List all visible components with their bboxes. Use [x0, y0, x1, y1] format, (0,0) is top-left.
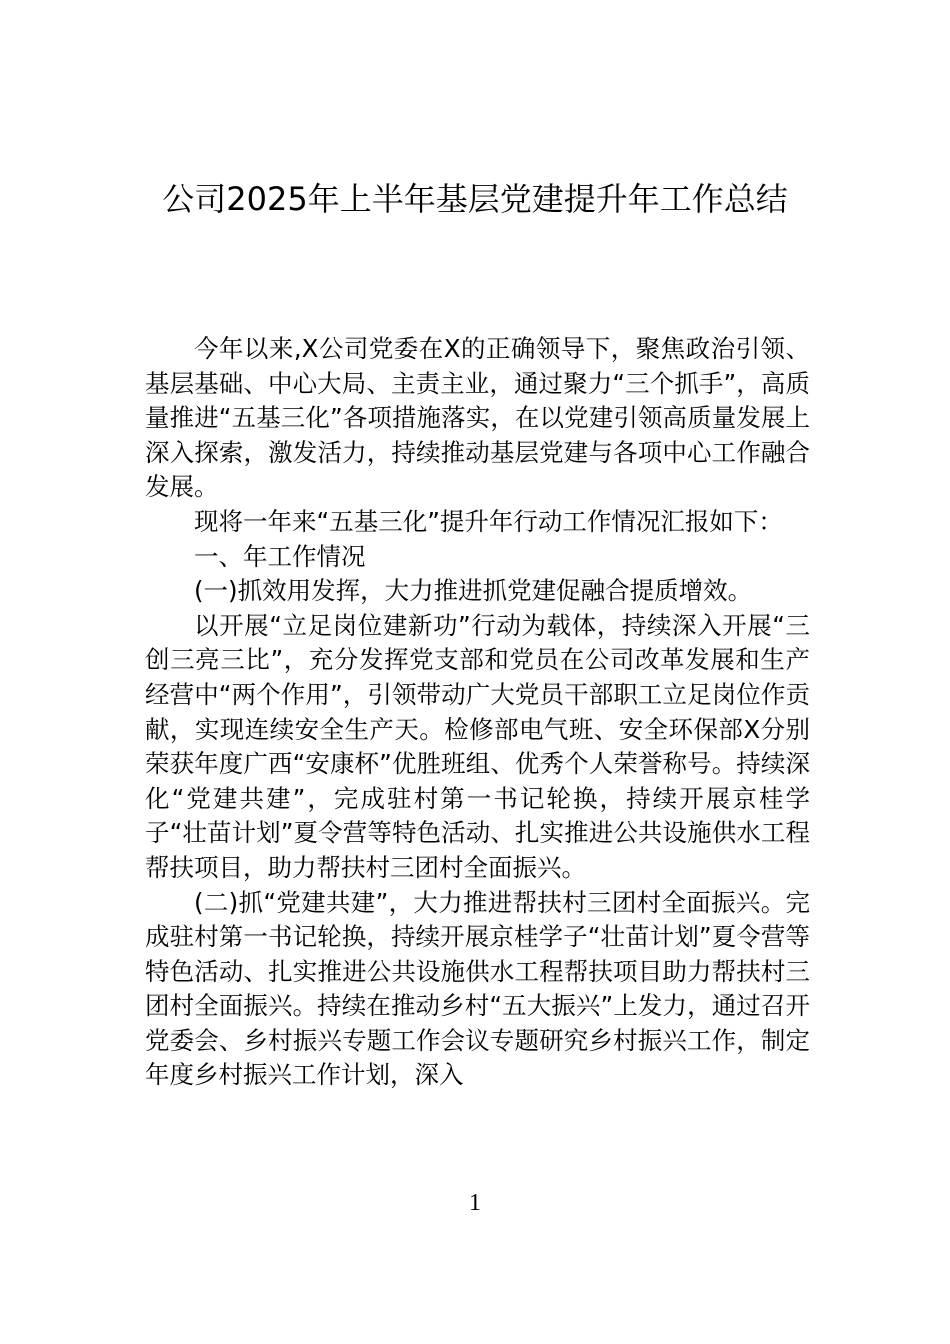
paragraph-report-lead: 现将一年来“五基三化”提升年行动工作情况汇报如下： — [194, 506, 783, 536]
page-number: 1 — [469, 1190, 481, 1216]
document-title: 公司2025年上半年基层党建提升年工作总结 — [162, 180, 788, 218]
paragraph-subsection-1-body: 以开展“立足岗位建新功”行动为载体，持续深入开展“三创三亮三比”，充分发挥党支部和党员在公司改革发展和生产经营中“两个作用”，引领带动广大党员干部职工立足岗位作贡献，实现连续安全生产天。检修部电气班、安全环保部X分别荣获年度广西“安康杯”优胜班组、优秀个人荣誉称号。持续深化“党建共建”，完成驻村第一书记轮换，持续开展京桂学子“壮苗计划”夏令营等特色活动、扎实推进公共设施供水工程帮扶项目，助力帮扶村三团村全面振兴。 — [145, 610, 810, 882]
section-heading-work-status: 一、年工作情况 — [194, 541, 366, 571]
paragraph-subsection-2: (二)抓“党建共建”，大力推进帮扶村三团村全面振兴。完成驻村第一书记轮换，持续开展京桂学子“壮苗计划”夏令营等特色活动、扎实推进公共设施供水工程帮扶项目助力帮扶村三团村全面振兴。持续在推动乡村“五大振兴”上发力，通过召开党委会、乡村振兴专题工作会议专题研究乡村振兴工作，制定年度乡村振兴工作计划，深入 — [145, 887, 810, 1090]
paragraph-intro: 今年以来,X公司党委在X的正确领导下，聚焦政治引领、基层基础、中心大局、主责主业，通过聚力“三个抓手”，高质量推进“五基三化”各项措施落实，在以党建引领高质量发展上深入探索，激发活力，持续推动基层党建与各项中心工作融合发展。 — [145, 334, 810, 502]
subsection-heading-1: (一)抓效用发挥，大力推进抓党建促融合提质增效。 — [194, 576, 753, 606]
document-body — [145, 332, 810, 1093]
